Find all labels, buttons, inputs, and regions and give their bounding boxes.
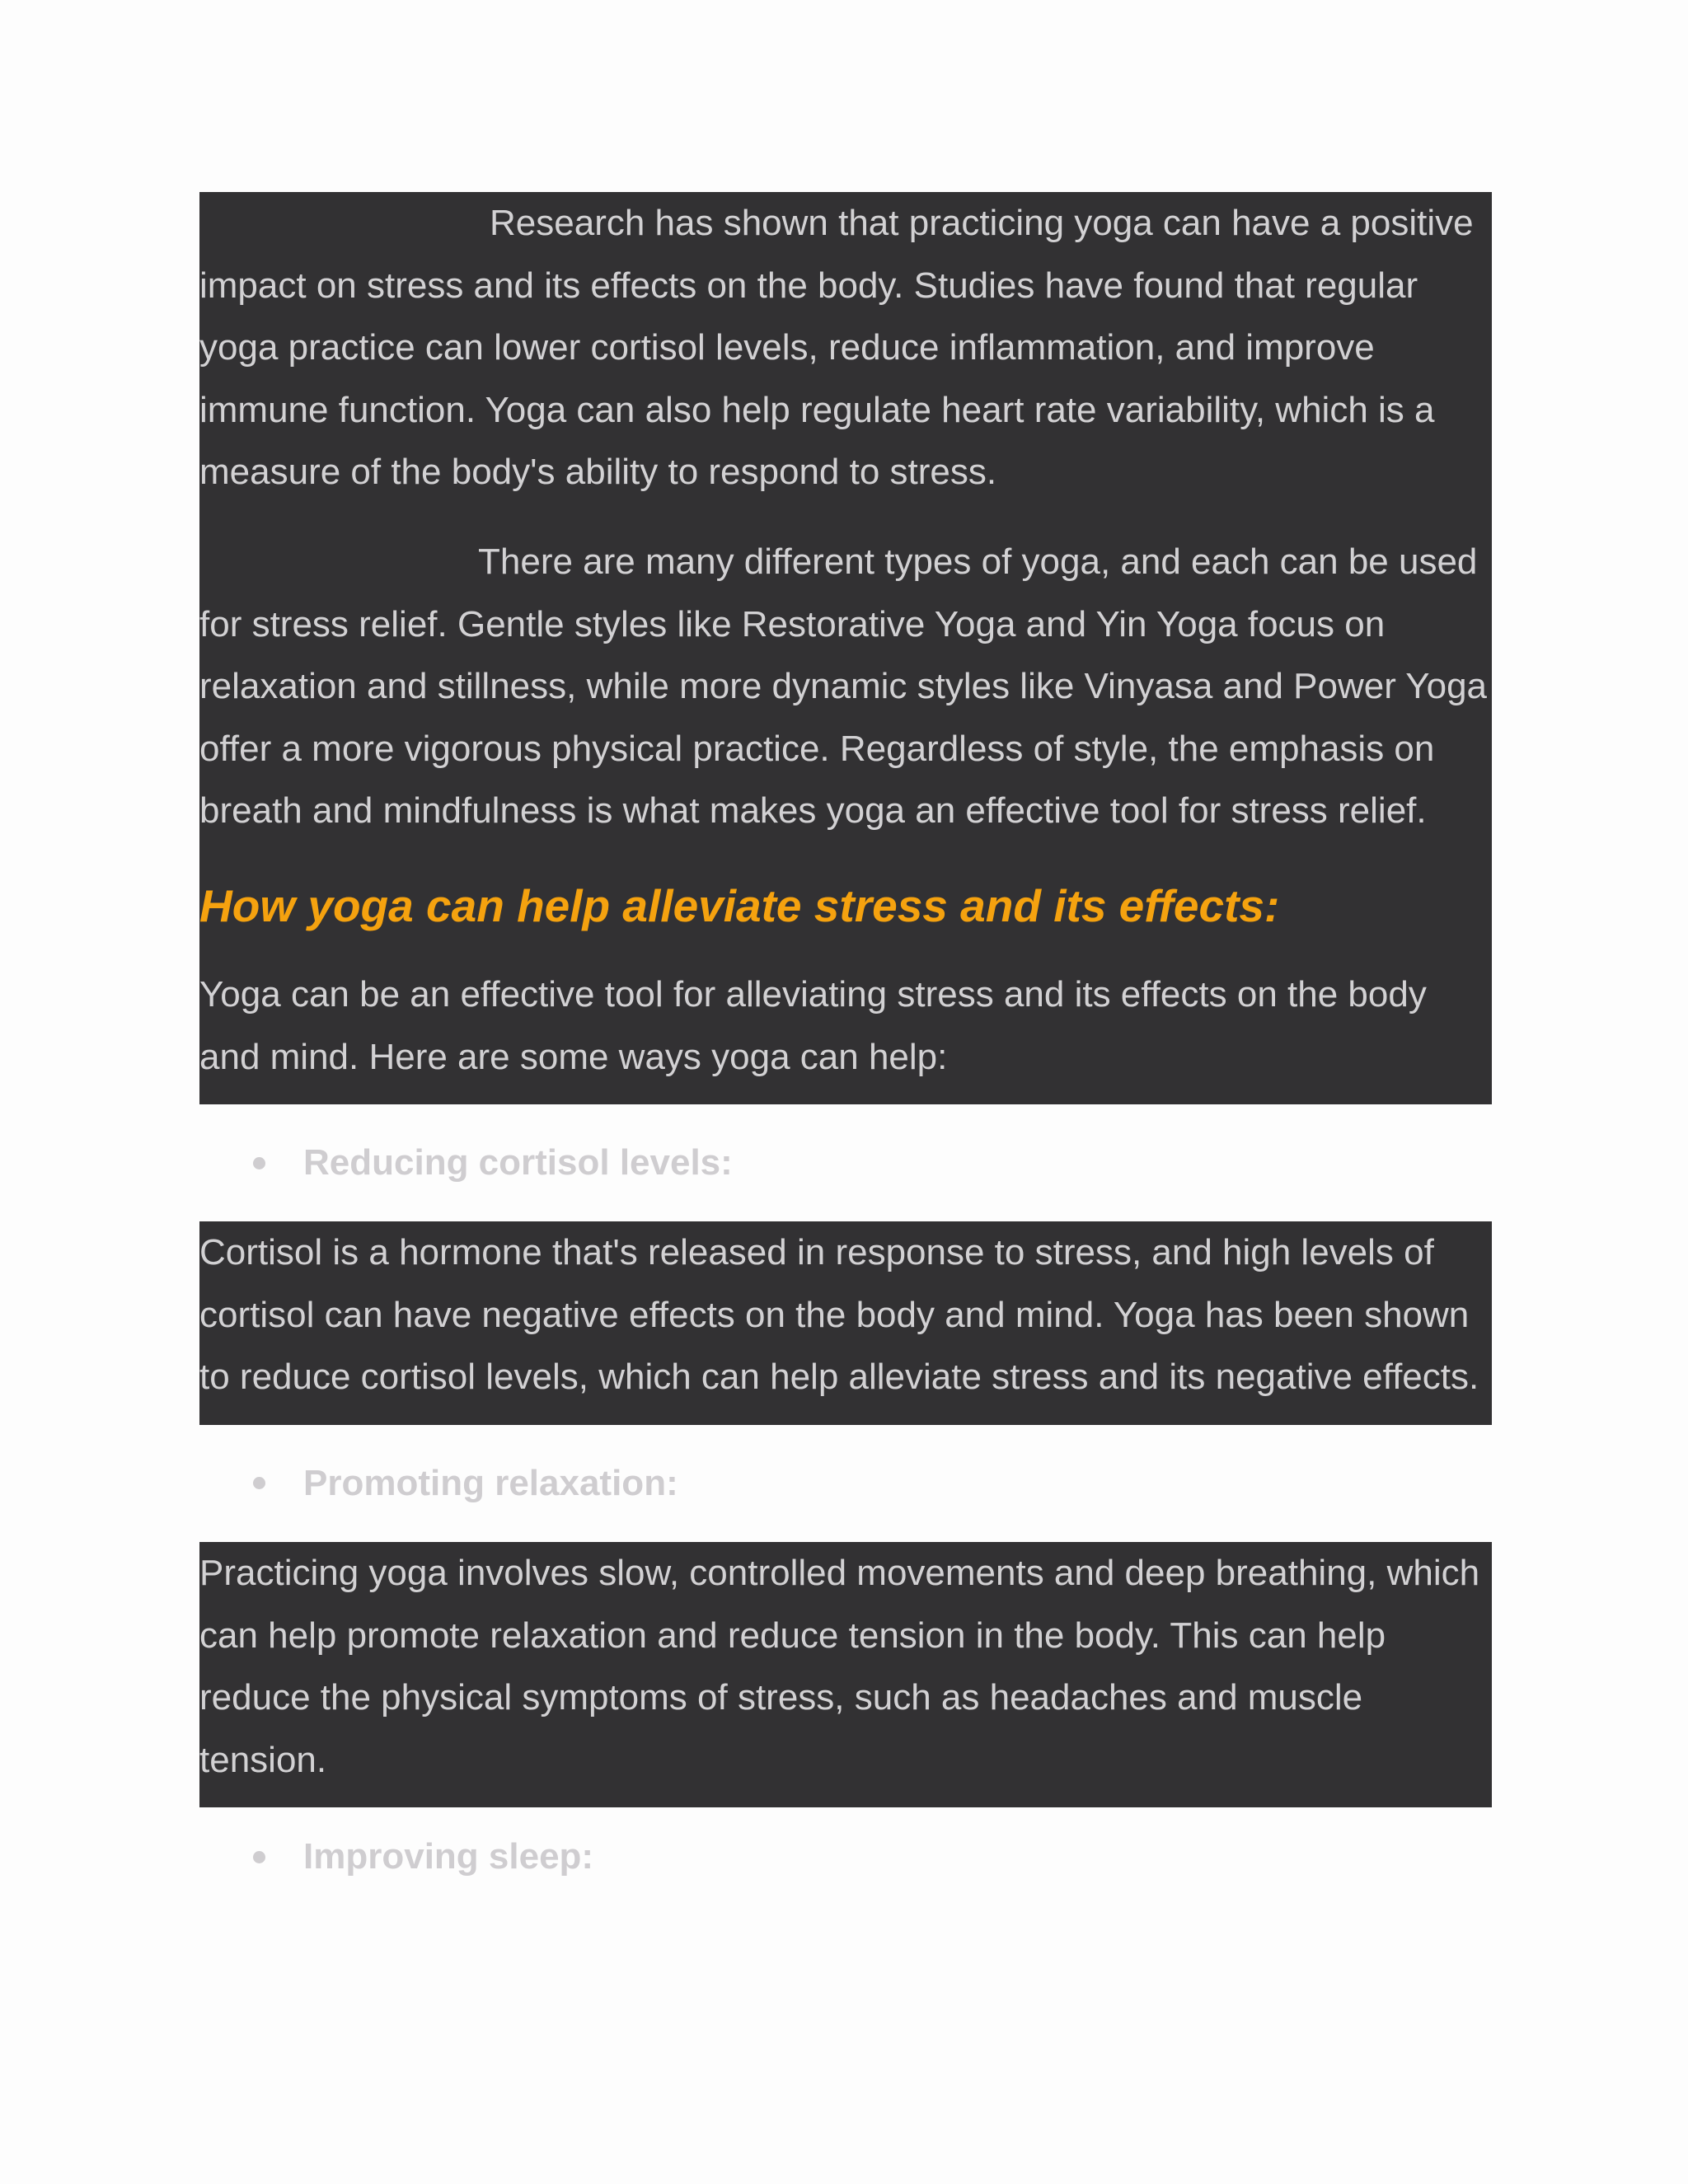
- highlighted-block-relaxation: [199, 1542, 1492, 1807]
- list-item-title: Reducing cortisol levels:: [303, 1142, 733, 1183]
- list-item-reducing-cortisol: [253, 1104, 1492, 1221]
- document-page: [199, 199, 1492, 1906]
- section-heading: How yoga can help alleviate stress and its effects:: [199, 879, 1280, 931]
- paragraph-yoga-types: There are many different types of yoga, and each can be used for stress relief. Gentle styles like Restorative Yoga and Yin Yoga focus on relaxation and stillness, while more dynamic styles like Vinyasa and Power Yoga offer a more vigorous physical practice. Regardless of style, the emphasis on breath and mindfulness is what makes yoga an effective tool for stress relief.: [199, 541, 1488, 832]
- highlighted-block-cortisol: [199, 1221, 1492, 1425]
- paragraph-cortisol: Cortisol is a hormone that's released in response to stress, and high levels of cortisol can have negative effects on the body and mind. Yoga has been shown to reduce cortisol levels, which can help alleviate stress and its negative effects.: [199, 1232, 1479, 1398]
- paragraph-ways-intro: Yoga can be an effective tool for alleviating stress and its effects on the body and mind. Here are some ways yoga can help:: [199, 973, 1427, 1077]
- list-item-promoting-relaxation: [253, 1425, 1492, 1542]
- list-item-title: Promoting relaxation:: [303, 1462, 678, 1503]
- bullet-dot-icon: [253, 1851, 265, 1863]
- bullet-dot-icon: [253, 1157, 265, 1169]
- paragraph-relaxation: Practicing yoga involves slow, controlled movements and deep breathing, which can help promote relaxation and reduce tension in the body. This can help reduce the physical symptoms of stress, such as headaches and muscle tension.: [199, 1552, 1480, 1780]
- list-item-title: Improving sleep:: [303, 1836, 594, 1877]
- paragraph-research: Research has shown that practicing yoga can have a positive impact on stress and its effects on the body. Studies have found that regular yoga practice can lower cortisol levels, reduce inflammation, and improve immune function. Yoga can also help regulate heart rate variability, which is a measure of the body's ability to respond to stress.: [199, 203, 1474, 493]
- bullet-dot-icon: [253, 1477, 265, 1489]
- highlighted-block-intro: [199, 192, 1492, 1104]
- list-item-improving-sleep: [253, 1807, 1492, 1906]
